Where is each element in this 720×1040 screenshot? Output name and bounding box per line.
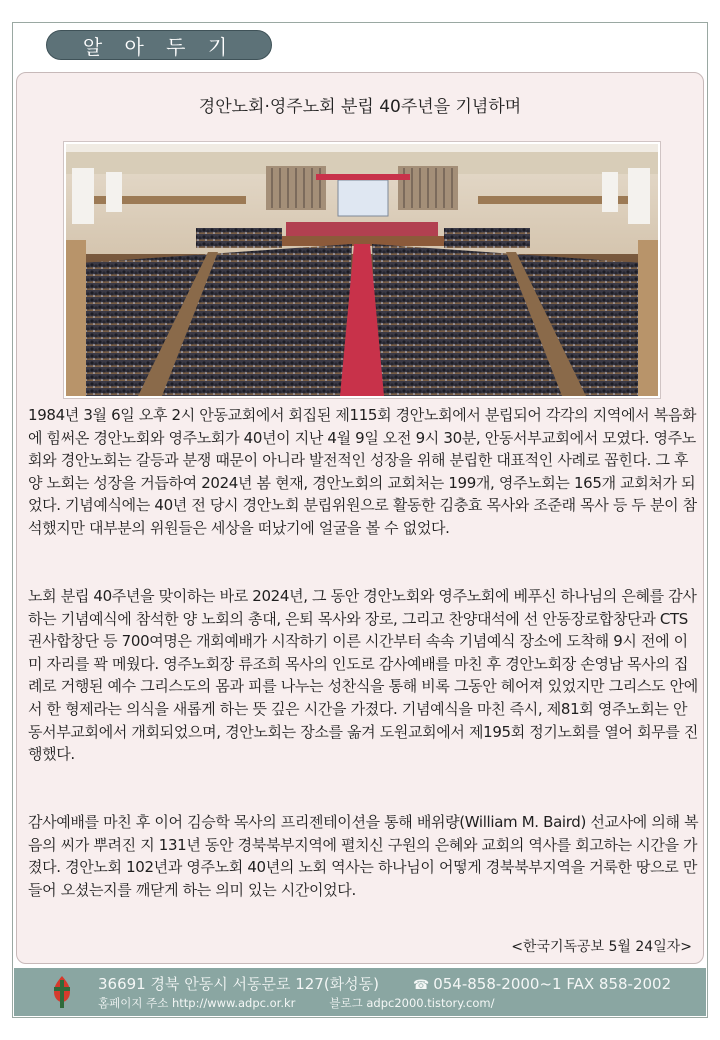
- footer-homepage[interactable]: 홈페이지 주소 http://www.adpc.or.kr: [98, 996, 296, 1010]
- footer: [14, 968, 706, 1016]
- article-paragraph-3: 감사예배를 마친 후 이어 김승학 목사의 프리젠테이션을 통해 배위량(William M. Baird) 선교사에 의해 복음의 씨가 뿌려진 지 131년 동안 경북북부지역에 펼치신 구원의 은혜와 교회의 역사를 회고하는 시간을 가졌다. 경안노회 102년과 영주노회 40년의 노회 역사는 하나님이 어떻게 경북북부지역을 거룩한 땅으로 만들어 오셨는지를 깨닫게 하는 의미 있는 시간이었다.: [28, 813, 699, 899]
- article-paragraph-2: 노회 분립 40주년을 맞이하는 바로 2024년, 그 동안 경안노회와 영주노회에 베푸신 하나님의 은혜를 감사하는 기념예식에 참석한 양 노회의 총대, 은퇴 목사와 장로, 그리고 찬양대석에 선 안동장로합창단과 CTS권사합창단 등 700여명은 개회예배가 시작하기 이른 시간부터 속속 기념예식 장소에 도착해 9시 전에 이미 자리를 꽉 메웠다. 영주노회장 류조희 목사의 인도로 감사예배를 마친 후 경안노회장 손영남 목사의 집례로 거행된 예수 그리스도의 몸과 피를 나누는 성찬식을 통해 비록 그동안 헤어져 있었지만 그리스도 안에서 한 형제라는 의식을 새롭게 하는 뜻 깊은 시간을 가졌다. 기념예식을 마친 즉시, 제81회 영주노회는 안동서부교회에서 개회되었으며, 경안노회는 장소를 옮겨 도원교회에서 제195회 정기노회를 열어 회무를 진행했다.: [28, 587, 699, 764]
- article-title: 경안노회·영주노회 분립 40주년을 기념하며: [198, 97, 522, 117]
- article-paragraph-1: 1984년 3월 6일 오후 2시 안동교회에서 회집된 제115회 경안노회에서 분립되어 각각의 지역에서 복음화에 힘써온 경안노회와 영주노회가 40년이 지난 4월 9일 오전 9시 30분, 안동서부교회에서 모였다. 영주노회와 경안노회는 갈등과 분쟁 때문이 아니라 발전적인 성장을 위해 분립한 대표적인 사례로 꼽힌다. 그 후 양 노회는 성장을 거듭하여 2024년 봄 현재, 경안노회의 교회처는 199개, 영주노회는 165개 교회처가 되었다. 기념예식에는 40년 전 당시 경안노회 분립위원으로 활동한 김충효 목사와 조준래 목사 등 두 분이 참석했지만 대부분의 위원들은 세상을 떠났기에 얼굴을 볼 수 없었다.: [28, 406, 697, 537]
- footer-phone: 054-858-2000~1 FAX 858-2002: [433, 975, 672, 993]
- section-label-tab: [46, 30, 272, 60]
- church-cross-logo-icon: [48, 974, 76, 1010]
- church-assembly-photo: [64, 142, 660, 398]
- section-label: 알 아 두 기: [82, 34, 236, 59]
- article-source: <한국기독공보 5월 24일자>: [511, 939, 692, 955]
- footer-address: 36691 경북 안동시 서동문로 127(화성동): [98, 975, 380, 993]
- phone-icon: ☎: [413, 978, 430, 993]
- footer-web-line: [98, 995, 495, 1011]
- footer-blog[interactable]: 블로그 adpc2000.tistory.com/: [329, 996, 495, 1010]
- footer-contact-line: [98, 973, 671, 994]
